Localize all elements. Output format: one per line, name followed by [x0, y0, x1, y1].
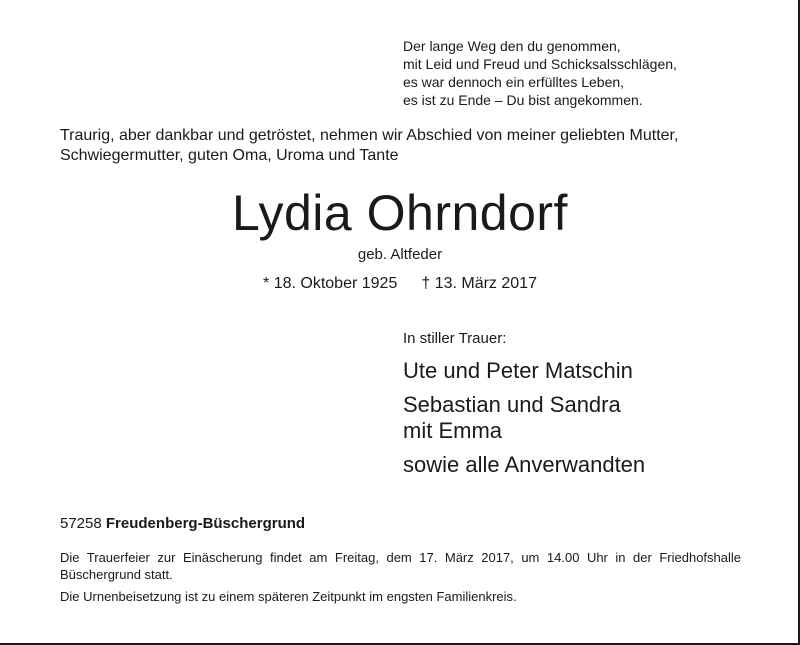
postcode: 57258	[60, 515, 102, 532]
town: Freudenberg-Büschergrund	[105, 515, 306, 532]
poem-line: mit Leid und Freud und Schicksalsschlägen,	[403, 56, 677, 72]
mourner-line: mit Emma	[403, 418, 502, 443]
mourners-label: In stiller Trauer:	[403, 330, 507, 347]
maiden-name: geb. Altfeder	[357, 246, 443, 263]
mourner-group	[403, 358, 645, 384]
poem	[403, 37, 677, 109]
death-date: † 13. März 2017	[421, 275, 537, 292]
mourner-group	[403, 392, 645, 444]
deceased-name: Lydia Ohrndorf	[232, 185, 568, 241]
mourners-list	[403, 358, 645, 486]
life-dates	[0, 274, 800, 294]
funeral-notice: Die Trauerfeier zur Einäscherung findet am Freitag, dem 17. März 2017, um 14.00 Uhr in der Friedhofshalle Büschergrund statt.	[60, 550, 741, 582]
mourner-line: Sebastian und Sandra	[403, 392, 621, 417]
mourner-group	[403, 452, 645, 478]
mourner-line: sowie alle Anverwandten	[403, 452, 646, 477]
poem-line: es war dennoch ein erfülltes Leben,	[403, 74, 625, 90]
address	[60, 515, 305, 533]
poem-line: Der lange Weg den du genommen,	[403, 38, 621, 54]
urn-notice: Die Urnenbeisetzung ist zu einem späteren Zeitpunkt im engsten Familienkreis.	[60, 589, 517, 604]
intro-line: Traurig, aber dankbar und getröstet, nehmen wir Abschied von meiner geliebten Mutter,	[60, 127, 679, 144]
intro-text	[60, 126, 678, 166]
intro-line: Schwiegermutter, guten Oma, Uroma und Tante	[60, 147, 399, 164]
birth-date: * 18. Oktober 1925	[263, 275, 398, 292]
poem-line: es ist zu Ende – Du bist angekommen.	[403, 92, 643, 108]
mourner-line: Ute und Peter Matschin	[403, 358, 633, 383]
